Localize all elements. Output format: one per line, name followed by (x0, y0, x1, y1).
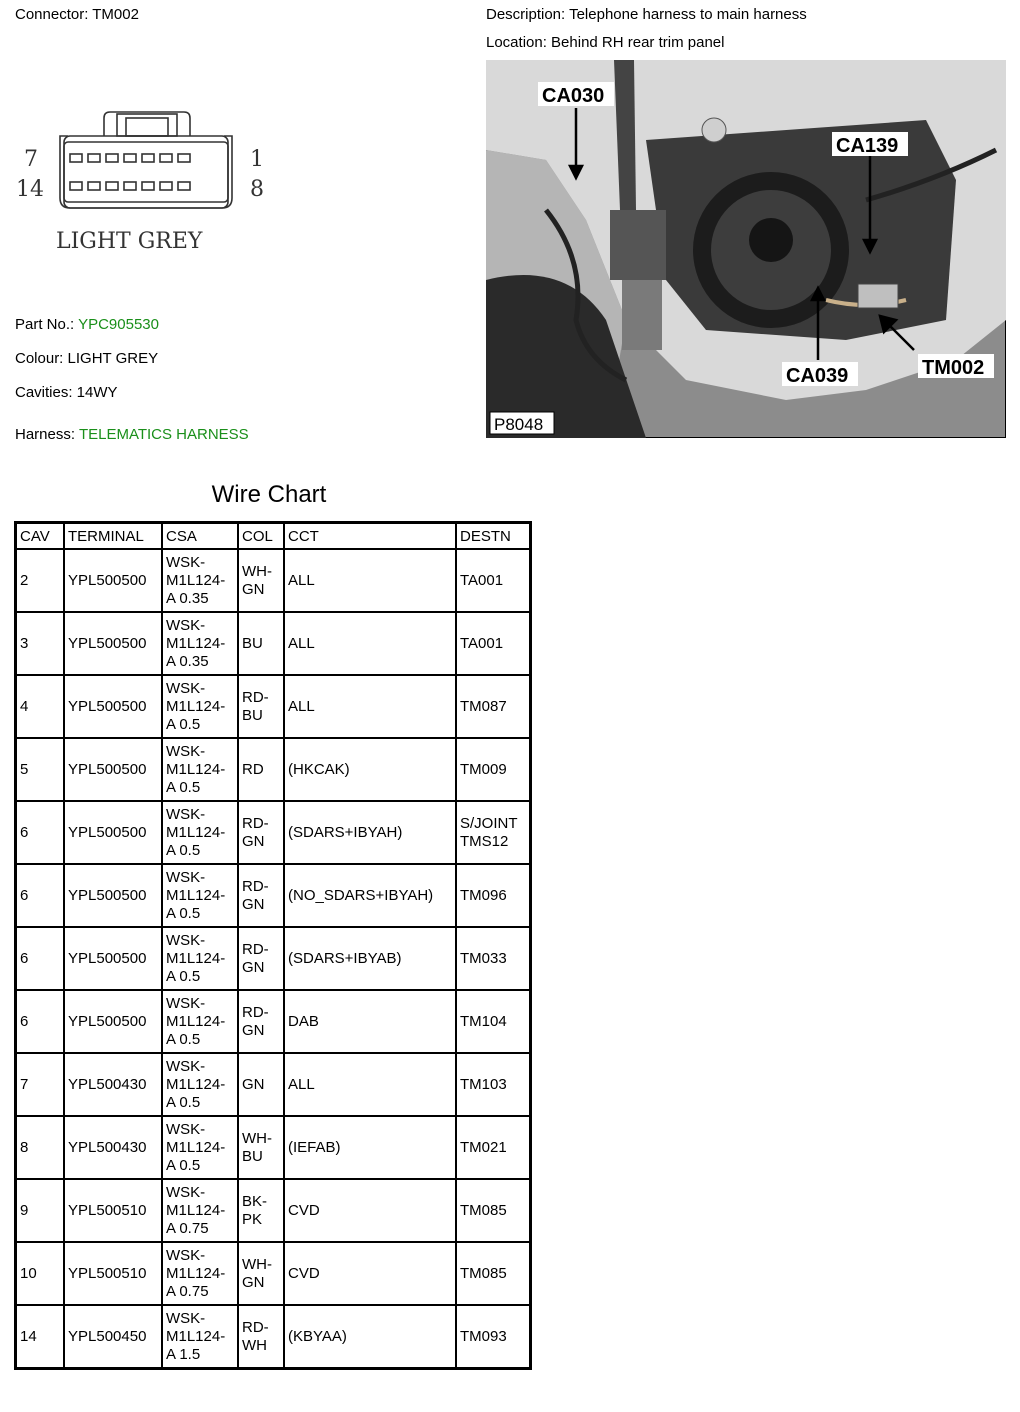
cell-col: GN (238, 1053, 284, 1116)
part-number-value: YPC905530 (78, 316, 159, 333)
header-col: COL (238, 523, 284, 550)
cell-cav: 3 (16, 612, 65, 675)
cell-cct: (NO_SDARS+IBYAH) (284, 864, 456, 927)
cell-destn: TM087 (456, 675, 531, 738)
cell-destn: TM009 (456, 738, 531, 801)
cell-col: RD- GN (238, 864, 284, 927)
cell-cav: 14 (16, 1305, 65, 1369)
wire-chart-table (14, 521, 532, 1370)
cell-col: RD- GN (238, 927, 284, 990)
colour-text: Colour: LIGHT GREY (15, 350, 159, 367)
cell-col: RD- BU (238, 675, 284, 738)
cell-cct: CVD (284, 1179, 456, 1242)
cell-destn: TM104 (456, 990, 531, 1053)
cell-csa: WSK- M1L124- A 0.5 (162, 801, 238, 864)
table-row (16, 675, 531, 738)
cell-cct: (KBYAA) (284, 1305, 456, 1369)
photo-label-ca039: CA039 (786, 365, 849, 387)
photo-label-tm002: TM002 (922, 357, 985, 379)
cell-cct: ALL (284, 612, 456, 675)
cell-destn: TM021 (456, 1116, 531, 1179)
connector-colour-label: LIGHT GREY (56, 229, 203, 254)
cell-cct: ALL (284, 549, 456, 612)
cell-terminal: YPL500450 (64, 1305, 162, 1369)
cell-terminal: YPL500500 (64, 864, 162, 927)
cell-terminal: YPL500500 (64, 927, 162, 990)
cell-cct: (HKCAK) (284, 738, 456, 801)
table-row (16, 738, 531, 801)
cell-cct: ALL (284, 675, 456, 738)
cell-cct: (SDARS+IBYAB) (284, 927, 456, 990)
table-row (16, 864, 531, 927)
cell-csa: WSK- M1L124- A 0.5 (162, 864, 238, 927)
cell-col: WH- BU (238, 1116, 284, 1179)
table-row (16, 1305, 531, 1369)
cell-terminal: YPL500430 (64, 1116, 162, 1179)
cell-cav: 4 (16, 675, 65, 738)
header-destn: DESTN (456, 523, 531, 550)
table-row (16, 1179, 531, 1242)
pin-label-14: 14 (16, 177, 44, 202)
photo-label-ca139: CA139 (836, 135, 899, 157)
table-row (16, 1242, 531, 1305)
cell-terminal: YPL500500 (64, 612, 162, 675)
cell-csa: WSK- M1L124- A 1.5 (162, 1305, 238, 1369)
cell-destn: TM033 (456, 927, 531, 990)
cell-destn: TM103 (456, 1053, 531, 1116)
table-row (16, 990, 531, 1053)
cell-col: RD- GN (238, 801, 284, 864)
cell-cav: 9 (16, 1179, 65, 1242)
cell-cav: 6 (16, 801, 65, 864)
harness (15, 426, 249, 443)
pin-label-8: 8 (250, 177, 264, 202)
cell-terminal: YPL500500 (64, 549, 162, 612)
table-row (16, 612, 531, 675)
cell-cav: 8 (16, 1116, 65, 1179)
header-terminal: TERMINAL (64, 523, 162, 550)
part-number-label: Part No.: (15, 316, 75, 333)
cell-destn: TM085 (456, 1242, 531, 1305)
photo-label-ca030: CA030 (542, 85, 605, 107)
cell-destn: TA001 (456, 549, 531, 612)
header-csa: CSA (162, 523, 238, 550)
cell-csa: WSK- M1L124- A 0.5 (162, 1053, 238, 1116)
cell-cct: CVD (284, 1242, 456, 1305)
cell-csa: WSK- M1L124- A 0.5 (162, 927, 238, 990)
part-number (15, 316, 159, 333)
cell-cav: 6 (16, 990, 65, 1053)
wire-chart-body (16, 549, 531, 1369)
pin-label-7: 7 (24, 147, 38, 172)
cell-col: WH- GN (238, 1242, 284, 1305)
connector-face-diagram (14, 104, 274, 264)
cell-cav: 2 (16, 549, 65, 612)
harness-label: Harness: (15, 426, 76, 443)
table-row (16, 549, 531, 612)
cell-col: BK- PK (238, 1179, 284, 1242)
cell-destn: TM096 (456, 864, 531, 927)
description-text: Description: Telephone harness to main harness (486, 6, 807, 23)
table-row (16, 927, 531, 990)
cell-csa: WSK- M1L124- A 0.5 (162, 738, 238, 801)
cell-csa: WSK- M1L124- A 0.5 (162, 1116, 238, 1179)
harness-value: TELEMATICS HARNESS (78, 426, 249, 443)
cell-col: RD- GN (238, 990, 284, 1053)
cell-col: WH- GN (238, 549, 284, 612)
cell-terminal: YPL500500 (64, 801, 162, 864)
cell-csa: WSK- M1L124- A 0.75 (162, 1179, 238, 1242)
cell-terminal: YPL500510 (64, 1242, 162, 1305)
table-row (16, 1116, 531, 1179)
cell-terminal: YPL500510 (64, 1179, 162, 1242)
cell-cav: 6 (16, 927, 65, 990)
cell-terminal: YPL500430 (64, 1053, 162, 1116)
wire-chart-header-row (16, 523, 531, 550)
cell-cct: DAB (284, 990, 456, 1053)
wire-chart-title: Wire Chart (211, 481, 327, 508)
cell-cav: 5 (16, 738, 65, 801)
cell-cav: 10 (16, 1242, 65, 1305)
connector-title: Connector: TM002 (15, 6, 139, 23)
cell-cct: (IEFAB) (284, 1116, 456, 1179)
cell-col: RD (238, 738, 284, 801)
cell-cav: 6 (16, 864, 65, 927)
cell-destn: TM093 (456, 1305, 531, 1369)
cell-csa: WSK- M1L124- A 0.5 (162, 675, 238, 738)
cell-csa: WSK- M1L124- A 0.35 (162, 612, 238, 675)
cell-cav: 7 (16, 1053, 65, 1116)
cell-terminal: YPL500500 (64, 990, 162, 1053)
cell-terminal: YPL500500 (64, 738, 162, 801)
header-cav: CAV (16, 523, 65, 550)
cell-csa: WSK- M1L124- A 0.5 (162, 990, 238, 1053)
table-row (16, 801, 531, 864)
header-cct: CCT (284, 523, 456, 550)
cell-terminal: YPL500500 (64, 675, 162, 738)
cell-destn: S/JOINT TMS12 (456, 801, 531, 864)
cell-destn: TA001 (456, 612, 531, 675)
cell-cct: (SDARS+IBYAH) (284, 801, 456, 864)
cell-csa: WSK- M1L124- A 0.35 (162, 549, 238, 612)
cell-csa: WSK- M1L124- A 0.75 (162, 1242, 238, 1305)
location-photo (486, 60, 1006, 438)
cell-cct: ALL (284, 1053, 456, 1116)
photo-ref: P8048 (494, 415, 544, 434)
cell-col: BU (238, 612, 284, 675)
location-text: Location: Behind RH rear trim panel (486, 34, 725, 51)
table-row (16, 1053, 531, 1116)
pin-label-1: 1 (250, 147, 264, 172)
cavities-text: Cavities: 14WY (15, 384, 118, 401)
cell-destn: TM085 (456, 1179, 531, 1242)
cell-col: RD- WH (238, 1305, 284, 1369)
